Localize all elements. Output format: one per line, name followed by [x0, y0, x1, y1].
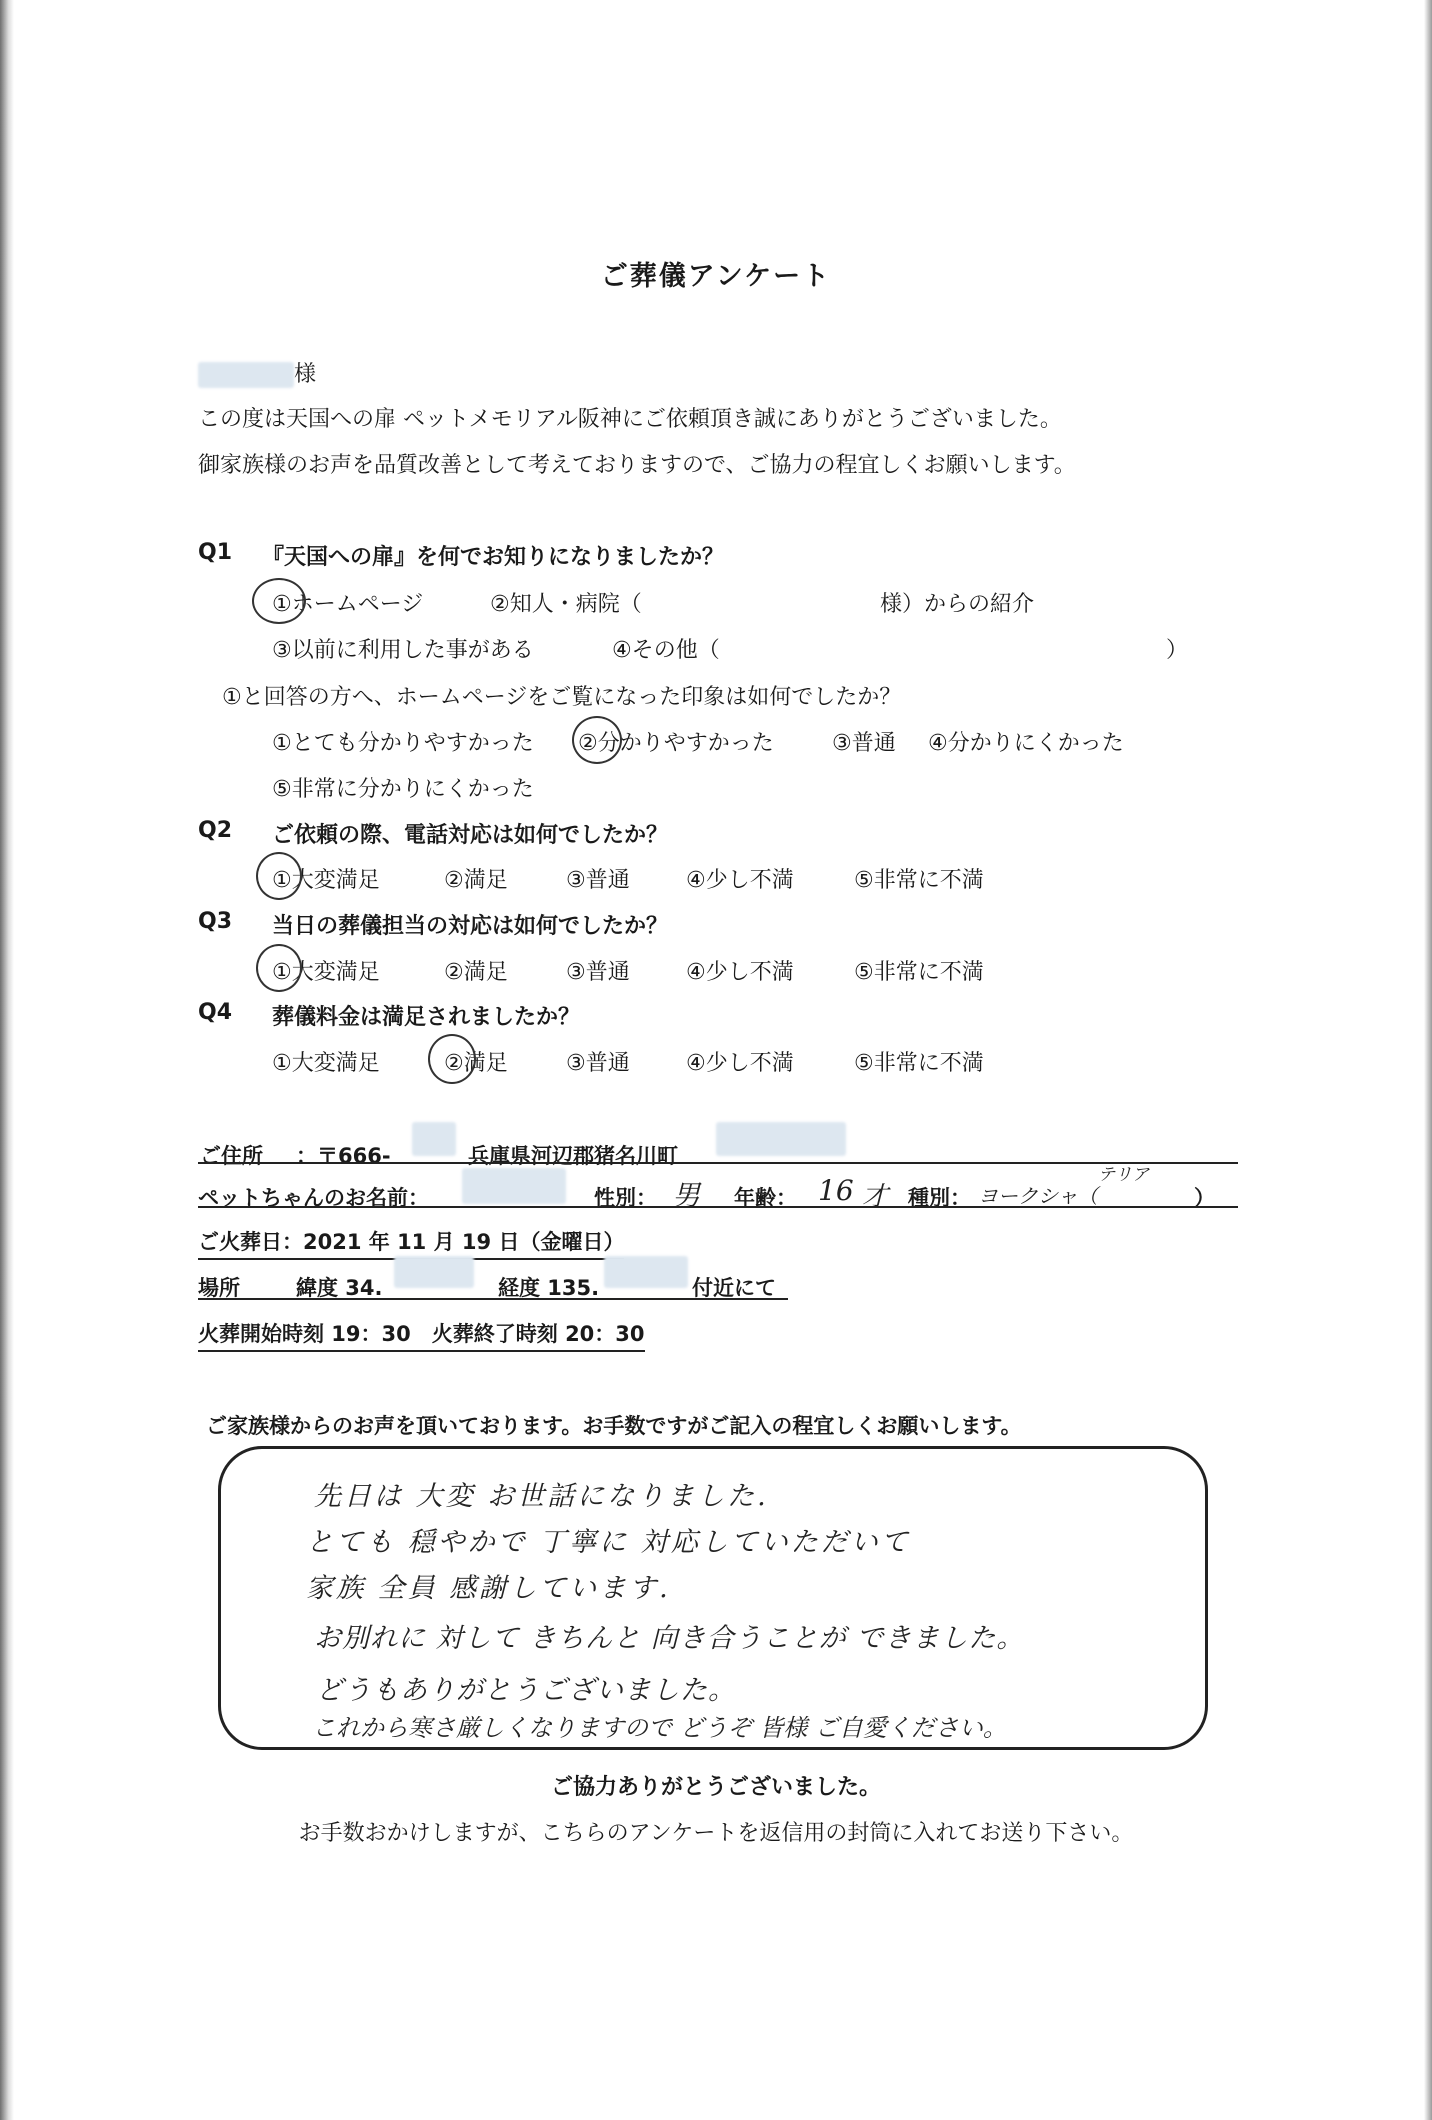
q4-option-1[interactable]: ①大変満足: [272, 1051, 380, 1076]
near-text: 付近にて: [692, 1276, 776, 1300]
redacted-longitude: [604, 1256, 688, 1288]
redacted-name: [198, 362, 294, 388]
address-label: ご住所: [200, 1144, 263, 1168]
cremation-times: 火葬開始時刻 19：30 火葬終了時刻 20：30: [198, 1318, 645, 1352]
q3-number: Q3: [198, 909, 233, 934]
q1-question: 『天国への扉』を何でお知りになりましたか？: [262, 545, 725, 570]
comment-line-2: とても 穏やかで 丁寧に 対応していただいて: [306, 1527, 911, 1558]
q4-option-3[interactable]: ③普通: [566, 1051, 630, 1076]
q1-followup-3[interactable]: ③普通: [832, 731, 896, 756]
place-label: 場所: [198, 1276, 240, 1300]
comment-line-5: どうもありがとうございました。: [316, 1675, 736, 1706]
q1-option-4-close: ）: [1166, 638, 1189, 663]
age-unit: 才: [862, 1182, 889, 1212]
answer-circle: [428, 1034, 476, 1084]
q1-followup-2[interactable]: ②分かりやすかった: [578, 731, 774, 756]
gender-label: 性別：: [594, 1186, 657, 1210]
q4-option-2[interactable]: ②満足: [444, 1051, 508, 1076]
q3-option-1[interactable]: ①大変満足: [272, 960, 380, 985]
comment-line-6: これから寒さ厳しくなりますので どうぞ 皆様 ご自愛ください。: [312, 1714, 1007, 1742]
q2-option-1[interactable]: ①大変満足: [272, 868, 380, 893]
q2-option-4[interactable]: ④少し不満: [686, 868, 794, 893]
pet-name-label: ペットちゃんのお名前：: [198, 1186, 429, 1210]
breed-label: 種別：: [908, 1186, 971, 1210]
q1-followup-5[interactable]: ⑤非常に分かりにくかった: [272, 777, 534, 802]
intro-line-1: この度は天国への扉 ペットメモリアル阪神にご依頼頂き誠にありがとうございました。: [198, 407, 1062, 432]
q2-option-3[interactable]: ③普通: [566, 868, 630, 893]
q1-followup: ①と回答の方へ、ホームページをご覧になった印象は如何でしたか？: [222, 685, 902, 710]
intro-line-2: 御家族様のお声を品質改善として考えておりますので、ご協力の程宜しくお願いします。: [198, 453, 1076, 478]
q2-option-2[interactable]: ②満足: [444, 868, 508, 893]
breed-close: ）: [1194, 1186, 1215, 1210]
address-underline: [198, 1162, 1238, 1164]
scan-edge-left: [0, 0, 14, 2120]
answer-circle: [256, 944, 302, 992]
comment-line-1: 先日は 大変 お世話になりました.: [314, 1481, 769, 1512]
cremation-date: ご火葬日：2021 年 11 月 19 日（金曜日）: [198, 1226, 624, 1260]
q2-question: ご依頼の際、電話対応は如何でしたか？: [272, 823, 669, 848]
answer-circle: [252, 578, 306, 624]
thanks-message: ご協力ありがとうございました。: [550, 1775, 881, 1800]
q3-option-4[interactable]: ④少し不満: [686, 960, 794, 985]
salutation-suffix: 様: [294, 362, 317, 387]
footer-instruction: お手数おかけしますが、こちらのアンケートを返信用の封筒に入れてお送り下さい。: [298, 1821, 1134, 1846]
q1-option-2-suffix: 様）からの紹介: [880, 592, 1035, 617]
q4-number: Q4: [198, 1000, 233, 1025]
redacted-address: [716, 1122, 846, 1156]
q1-option-2[interactable]: ②知人・病院（: [490, 592, 642, 617]
redacted-pet-name: [462, 1168, 566, 1204]
q3-option-2[interactable]: ②満足: [444, 960, 508, 985]
redacted-latitude: [394, 1256, 474, 1288]
q4-question: 葬儀料金は満足されましたか？: [272, 1005, 581, 1030]
q4-option-4[interactable]: ④少し不満: [686, 1051, 794, 1076]
q2-option-5[interactable]: ⑤非常に不満: [854, 868, 984, 893]
q3-option-3[interactable]: ③普通: [566, 960, 630, 985]
address-town: 兵庫県河辺郡猪名川町: [468, 1144, 678, 1168]
age-value: 16: [818, 1174, 854, 1207]
q1-number: Q1: [198, 540, 233, 565]
q3-option-5[interactable]: ⑤非常に不満: [854, 960, 984, 985]
q1-followup-4[interactable]: ④分かりにくかった: [928, 731, 1124, 756]
q1-option-3[interactable]: ③以前に利用した事がある: [272, 638, 534, 663]
longitude-label: 経度 135.: [498, 1276, 600, 1300]
place-underline: [198, 1298, 788, 1300]
age-label: 年齢：: [734, 1186, 797, 1210]
address-postal-prefix: ：〒666-: [296, 1144, 391, 1168]
q1-followup-1[interactable]: ①とても分かりやすかった: [272, 731, 534, 756]
q2-number: Q2: [198, 818, 233, 843]
latitude-label: 緯度 34.: [296, 1276, 383, 1300]
survey-title: ご葬儀アンケート: [600, 261, 832, 292]
gender-value: 男: [672, 1179, 701, 1212]
q4-option-5[interactable]: ⑤非常に不満: [854, 1051, 984, 1076]
q1-option-4[interactable]: ④その他（: [612, 638, 720, 663]
pet-underline: [198, 1206, 1238, 1208]
comment-line-3: 家族 全員 感謝しています.: [306, 1573, 671, 1604]
comment-prompt: ご家族様からのお声を頂いております。お手数ですがご記入の程宜しくお願いします。: [206, 1414, 1022, 1438]
q1-option-1[interactable]: ①ホームページ: [272, 592, 424, 617]
breed-value: ヨークシャ（: [978, 1184, 1098, 1208]
redacted-postal: [412, 1122, 456, 1156]
breed-annotation: テリア: [1098, 1165, 1149, 1185]
scan-edge-right: [1424, 0, 1432, 2120]
comment-line-4: お別れに 対して きちんと 向き合うことが できました。: [314, 1623, 1025, 1654]
q3-question: 当日の葬儀担当の対応は如何でしたか？: [272, 914, 669, 939]
answer-circle: [572, 716, 622, 764]
answer-circle: [256, 852, 302, 900]
salutation: [198, 357, 316, 388]
